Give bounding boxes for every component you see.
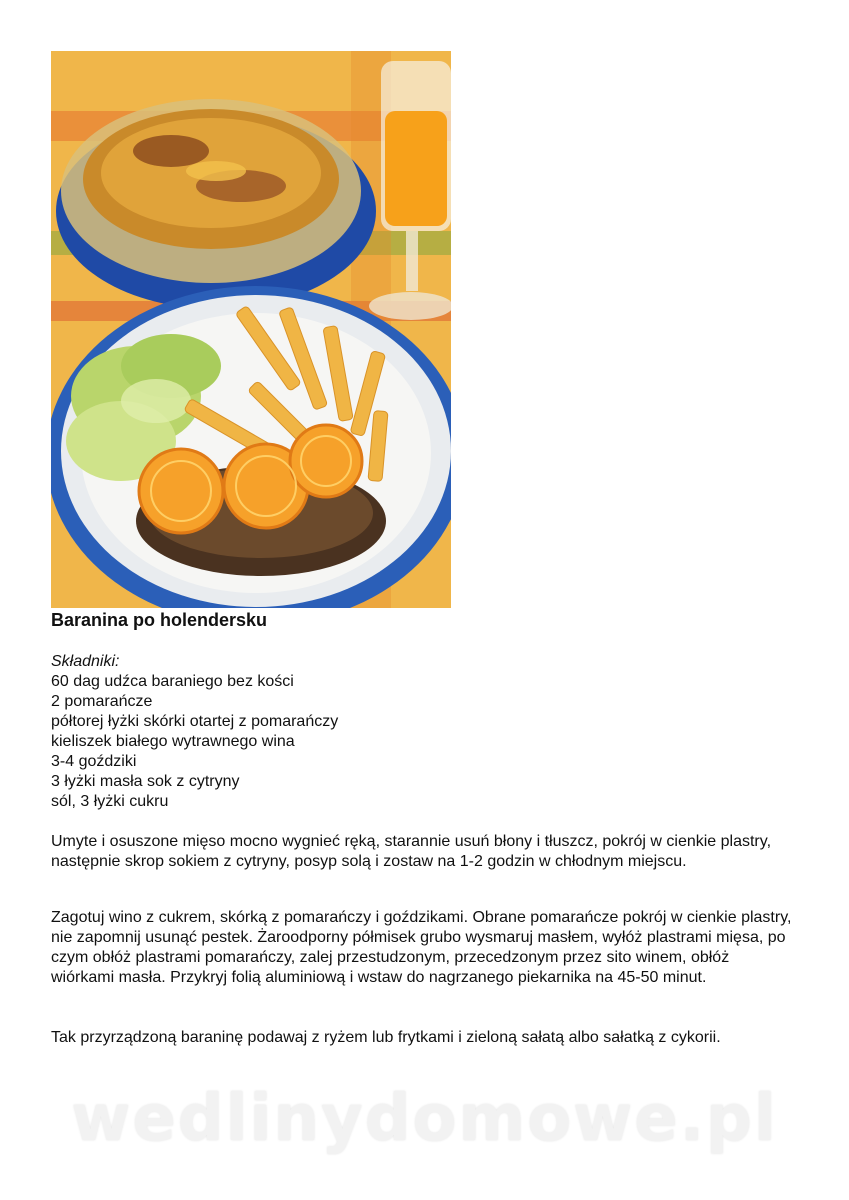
site-watermark: wedlinydomowe.pl bbox=[71, 1082, 778, 1156]
ingredient-item: 3-4 goździki bbox=[51, 753, 137, 770]
instruction-paragraph: Umyte i osuszone mięso mocno wygnieć ręką, starannie usuń błony i tłuszcz, pokrój w cienkie plastry, następnie skrop sokiem z cytryny, posyp solą i zostaw na 1-2 godzin w chłodnym miejscu. bbox=[51, 833, 772, 870]
ingredient-item: 60 dag udźca baraniego bez kości bbox=[51, 673, 294, 690]
ingredient-item: sól, 3 łyżki cukru bbox=[51, 793, 169, 810]
ingredients-section bbox=[51, 652, 338, 812]
food-photo-icon bbox=[51, 51, 451, 608]
ingredients-list bbox=[51, 672, 338, 812]
dish-photo bbox=[51, 51, 451, 608]
ingredient-item: kieliszek białego wytrawnego wina bbox=[51, 733, 295, 750]
serving-paragraph: Tak przyrządzoną baraninę podawaj z ryżem lub frytkami i zieloną sałatą albo sałatką z cykorii. bbox=[51, 1029, 721, 1046]
ingredient-item: 3 łyżki masła sok z cytryny bbox=[51, 773, 240, 790]
recipe-title: Baranina po holendersku bbox=[51, 610, 268, 630]
ingredient-item: półtorej łyżki skórki otartej z pomarańczy bbox=[51, 713, 339, 730]
ingredients-label: Składniki: bbox=[51, 653, 120, 670]
ingredient-item: 2 pomarańcze bbox=[51, 693, 153, 710]
instruction-paragraph: Zagotuj wino z cukrem, skórką z pomarańczy i goździkami. Obrane pomarańcze pokrój w cienkie plastry, nie zapomnij usunąć pestek. Żaroodporny półmisek grubo wysmaruj masłem, wyłóż plastrami mięsa, po czym obłóż plastrami pomarańczy, zalej przestudzonym, przecedzonym przez sito winem, obłóż wiórkami masła. Przykryj folią aluminiową i wstaw do nagrzanego piekarnika na 45-50 minut. bbox=[51, 909, 792, 986]
